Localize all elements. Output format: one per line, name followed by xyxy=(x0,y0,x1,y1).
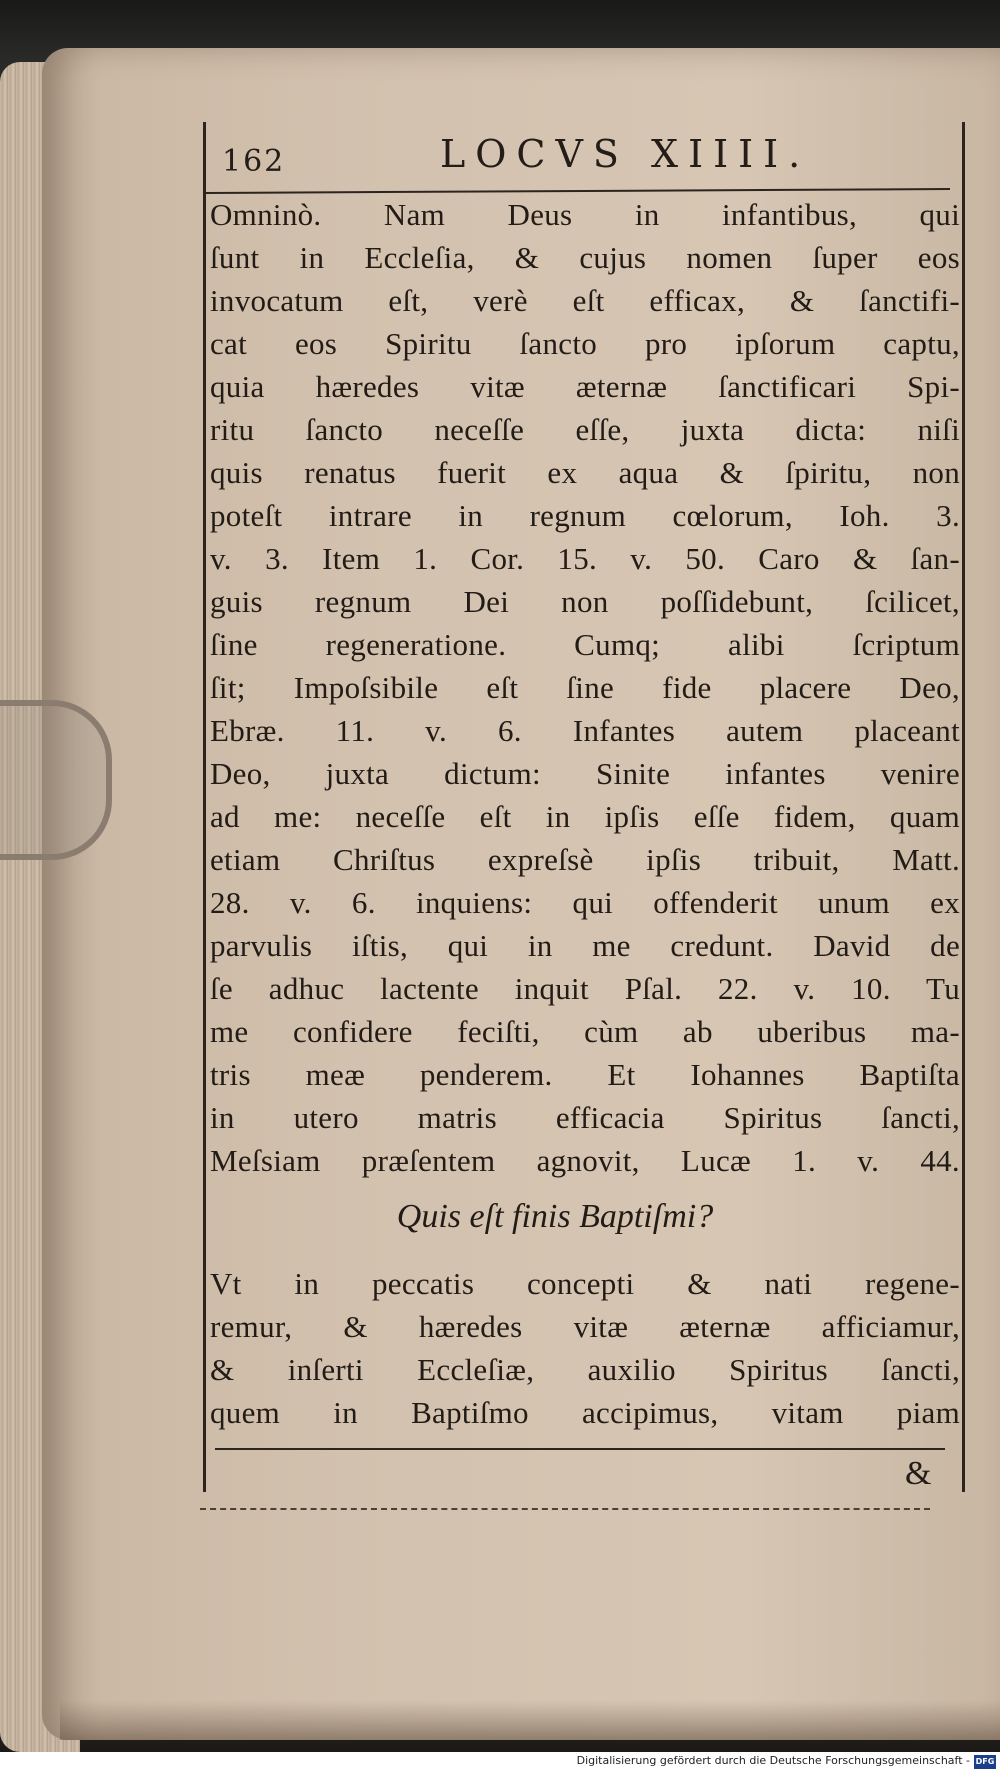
body-line: tris meæ penderem. Et Iohannes Baptiſta xyxy=(210,1057,960,1092)
credit-text: Digitalisierung gefördert durch die Deutsche Forschungsgemeinschaft - xyxy=(576,1754,970,1767)
body-line: invocatum eſt, verè eſt efficax, & ſanctifi- xyxy=(210,283,960,318)
body-line: Omninò. Nam Deus in infantibus, qui xyxy=(210,197,960,232)
question-heading: Quis eſt finis Baptiſmi? xyxy=(396,1198,714,1235)
body-line: Deo, juxta dictum: Sinite infantes venire xyxy=(210,756,960,791)
body-line: in utero matris efficacia Spiritus ſancti, xyxy=(210,1100,960,1135)
body-line: parvulis iſtis, qui in me credunt. David de xyxy=(210,928,960,963)
body-line: ſit; Impoſsibile eſt ſine fide placere Deo, xyxy=(210,670,960,705)
body-line: ſe adhuc lactente inquit Pſal. 22. v. 10. Tu xyxy=(210,971,960,1006)
body-line: ſine regeneratione. Cumq; alibi ſcriptum xyxy=(210,627,960,662)
body-line: ſunt in Eccleſia, & cujus nomen ſuper eos xyxy=(210,240,960,275)
text-block xyxy=(210,193,960,1434)
body-line: v. 3. Item 1. Cor. 15. v. 50. Caro & ſan- xyxy=(210,541,960,576)
page-header xyxy=(200,122,970,192)
dfg-logo: DFG xyxy=(974,1755,996,1769)
answer-line: quem in Baptiſmo accipimus, vitam piam xyxy=(210,1395,960,1430)
lower-ornament-rule xyxy=(200,1508,930,1510)
body-line: quia hæredes vitæ æternæ ſanctificari Spi- xyxy=(210,369,960,404)
answer-line: & inſerti Eccleſiæ, auxilio Spiritus ſancti, xyxy=(210,1352,960,1387)
digitization-credit-bar xyxy=(0,1752,1000,1773)
catchword: & xyxy=(905,1455,932,1492)
page-number: 162 xyxy=(222,144,286,179)
book-clasp xyxy=(0,700,112,860)
page-bottom-shadow xyxy=(60,1700,1000,1740)
body-line: quis renatus fuerit ex aqua & ſpiritu, non xyxy=(210,455,960,490)
body-line: poteſt intrare in regnum cœlorum, Ioh. 3. xyxy=(210,498,960,533)
body-line: guis regnum Dei non poſſidebunt, ſcilicet, xyxy=(210,584,960,619)
body-line: Ebræ. 11. v. 6. Infantes autem placeant xyxy=(210,713,960,748)
body-line: etiam Chriſtus expreſsè ipſis tribuit, Matt. xyxy=(210,842,960,877)
body-line: me confidere feciſti, cùm ab uberibus ma- xyxy=(210,1014,960,1049)
body-line: Meſsiam præſentem agnovit, Lucæ 1. v. 44. xyxy=(210,1143,960,1178)
running-head: LOCVS XIIII. xyxy=(440,132,811,176)
body-line: cat eos Spiritu ſancto pro ipſorum captu, xyxy=(210,326,960,361)
body-line: ad me: neceſſe eſt in ipſis eſſe fidem, quam xyxy=(210,799,960,834)
answer-line: Vt in peccatis concepti & nati regene- xyxy=(210,1266,960,1301)
body-line: ritu ſancto neceſſe eſſe, juxta dicta: niſi xyxy=(210,412,960,447)
body-line: 28. v. 6. inquiens: qui offenderit unum ex xyxy=(210,885,960,920)
answer-line: remur, & hæredes vitæ æternæ afficiamur, xyxy=(210,1309,960,1344)
footer-rule xyxy=(215,1448,945,1450)
